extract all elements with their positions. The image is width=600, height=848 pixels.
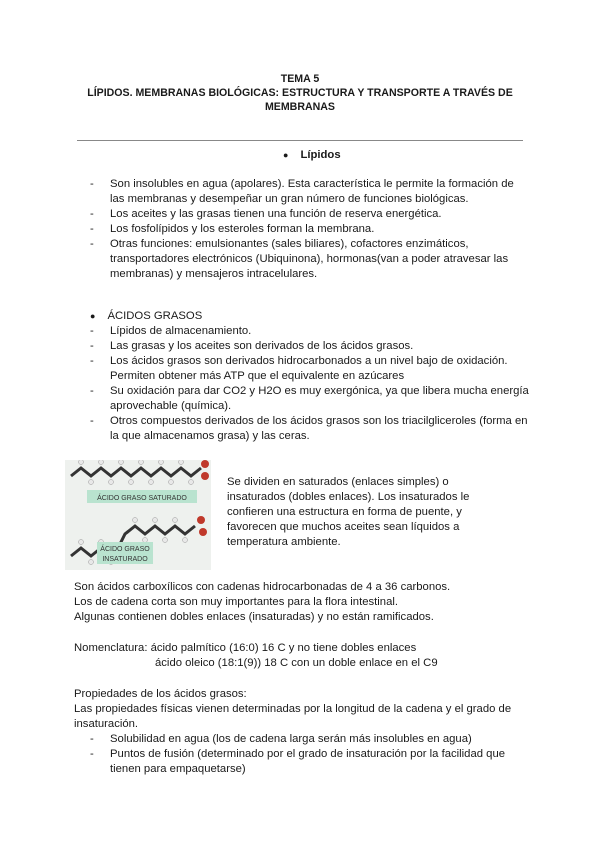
figure-caption-text: Se dividen en saturados (enlaces simples) o insaturados (dobles enlaces). Los insaturados le confieren una estructura en forma de puente, y favorecen que muchos aceites sean líquidos a temperatura ambiente. (227, 476, 470, 548)
oxygen-atom (197, 516, 205, 524)
list-item: - Otros compuestos derivados de los ácidos grasos son los triacilgliceroles (forma en la que almacenamos grasa) y las ceras. (90, 414, 530, 444)
fatty-acid-diagram (65, 460, 211, 570)
oxygen-atom (201, 472, 209, 480)
saturated-chain (71, 468, 201, 476)
properties-intro: Las propiedades físicas vienen determinadas por la longitud de la cadena y el grado de insaturación. (74, 703, 512, 730)
nomenclature-oleic: ácido oleico (18:1(9)) 18 C con un doble enlace en el C9 (155, 657, 438, 669)
nomenclature-palmitic: Nomenclatura: ácido palmítico (16:0) 16 C y no tiene dobles enlaces (74, 642, 417, 654)
oxygen-atom (201, 460, 209, 468)
section-heading-lipidos (283, 148, 341, 163)
saturated-label: ÁCIDO GRASO SATURADO (97, 495, 187, 502)
doc-title-line2: MEMBRANAS (264, 101, 336, 113)
paragraph-carbon-chains: Son ácidos carboxílicos con cadenas hidrocarbonadas de 4 a 36 carbonos. (74, 581, 451, 593)
fatty-acid-figure (65, 460, 211, 570)
unsaturated-label-1: ÁCIDO GRASO (100, 546, 150, 553)
list-item: - Su oxidación para dar CO2 y H2O es muy exergónica, ya que libera mucha energía aprovechable (química). (90, 384, 530, 414)
list-item: - Solubilidad en agua (los de cadena larga serán más insolubles en agua) (90, 732, 530, 747)
list-item: - Son insolubles en agua (apolares). Esta característica le permite la formación de las membranas y desempeñar un gran número de funciones biológicas. (90, 177, 530, 207)
bullet-icon: ● (283, 150, 289, 160)
header-divider (77, 140, 523, 141)
list-item: - Los aceites y las grasas tienen una función de reserva energética. (90, 207, 530, 222)
lipidos-heading-text: Lípidos (300, 149, 341, 161)
list-item: - Las grasas y los aceites son derivados de los ácidos grasos. (90, 339, 530, 354)
acidos-heading-text: ÁCIDOS GRASOS (107, 310, 203, 322)
section-heading-acidos (90, 309, 202, 324)
list-item: - Lípidos de almacenamiento. (90, 324, 530, 339)
properties-list (90, 732, 530, 777)
paragraph-short-chain: Los de cadena corta son muy importantes para la flora intestinal. (74, 596, 399, 608)
list-item: - Los ácidos grasos son derivados hidrocarbonados a un nivel bajo de oxidación. Permiten obtener más ATP que el equivalente en azúcares (90, 354, 530, 384)
list-item: - Puntos de fusión (determinado por el grado de insaturación por la facilidad que tienen para empaquetarse) (90, 747, 530, 777)
properties-title: Propiedades de los ácidos grasos: (74, 688, 247, 700)
doc-title-line1: LÍPIDOS. MEMBRANAS BIOLÓGICAS: ESTRUCTURA Y TRANSPORTE A TRAVÉS DE (87, 87, 513, 99)
tema-number: TEMA 5 (280, 73, 320, 85)
acidos-list (90, 324, 530, 444)
paragraph-double-bonds: Algunas contienen dobles enlaces (insaturadas) y no están ramificados. (74, 611, 434, 623)
bullet-icon: ● (90, 311, 96, 321)
list-item: - Los fosfolípidos y los esteroles forman la membrana. (90, 222, 530, 237)
oxygen-atom (199, 528, 207, 536)
lipidos-list (90, 177, 530, 282)
unsaturated-label-2: INSATURADO (102, 556, 148, 563)
list-item: - Otras funciones: emulsionantes (sales biliares), cofactores enzimáticos, transportadores electrónicos (Ubiquinona), hormonas(van a poder atravesar las membranas) y mensajeros intracelulares. (90, 237, 530, 282)
